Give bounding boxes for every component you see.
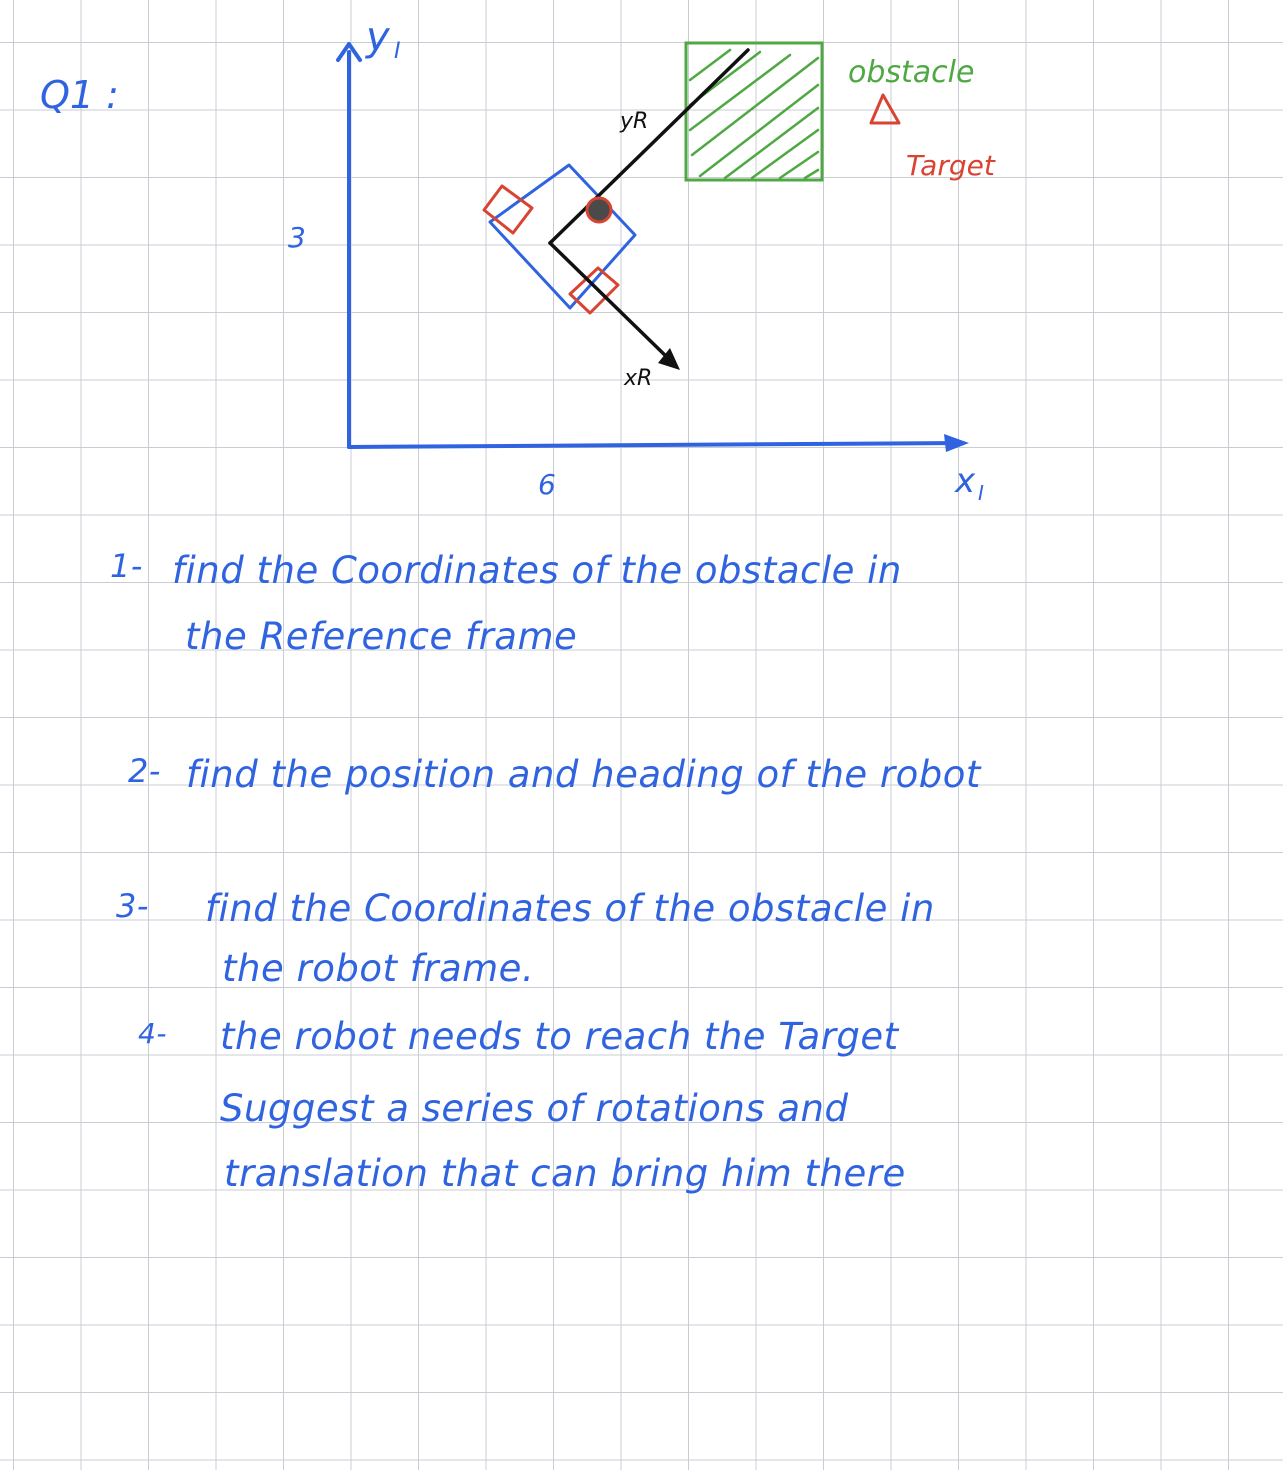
target-triangle-icon bbox=[871, 95, 899, 123]
question-1-line-1: find the Coordinates of the obstacle in bbox=[172, 549, 902, 592]
robot-center-point bbox=[587, 198, 611, 222]
robot-y-axis bbox=[550, 50, 748, 243]
x-axis bbox=[349, 443, 963, 447]
y-value-label: 3 bbox=[288, 221, 306, 254]
robot-body bbox=[490, 165, 635, 308]
x-value-label: 6 bbox=[538, 468, 556, 501]
robot-x-axis-label: xR bbox=[624, 366, 653, 391]
question-3-number: 3- bbox=[116, 887, 149, 925]
question-4-number: 4- bbox=[138, 1017, 167, 1050]
x-axis-subscript: I bbox=[978, 481, 984, 505]
target-label: Target bbox=[906, 149, 995, 182]
question-2-number: 2- bbox=[128, 752, 161, 790]
robot-y-axis-label: yR bbox=[620, 109, 649, 134]
y-axis-subscript: I bbox=[394, 39, 401, 64]
x-axis-arrow-icon bbox=[944, 434, 969, 452]
question-4-line-1: the robot needs to reach the Target bbox=[220, 1015, 899, 1058]
obstacle-square bbox=[686, 43, 822, 180]
robot-right-wheel bbox=[570, 268, 618, 313]
question-heading: Q1 : bbox=[40, 73, 119, 117]
robot-frame bbox=[550, 50, 748, 370]
reference-frame-axes bbox=[338, 44, 969, 452]
obstacle-hatching bbox=[690, 50, 818, 178]
obstacle-label: obstacle bbox=[848, 55, 975, 90]
question-2-line-1: find the position and heading of the robot bbox=[186, 753, 981, 796]
y-axis-label: y bbox=[366, 14, 390, 60]
question-4-line-2: Suggest a series of rotations and bbox=[220, 1087, 849, 1130]
question-3-line-1: find the Coordinates of the obstacle in bbox=[205, 887, 935, 930]
robot bbox=[484, 165, 635, 313]
obstacle bbox=[686, 43, 822, 180]
question-1-line-2: the Reference frame bbox=[185, 615, 578, 658]
question-1-number: 1- bbox=[110, 547, 143, 585]
question-4-line-3: translation that can bring him there bbox=[224, 1152, 906, 1195]
x-axis-label: x bbox=[955, 461, 976, 501]
question-3-line-2: the robot frame. bbox=[222, 947, 535, 990]
